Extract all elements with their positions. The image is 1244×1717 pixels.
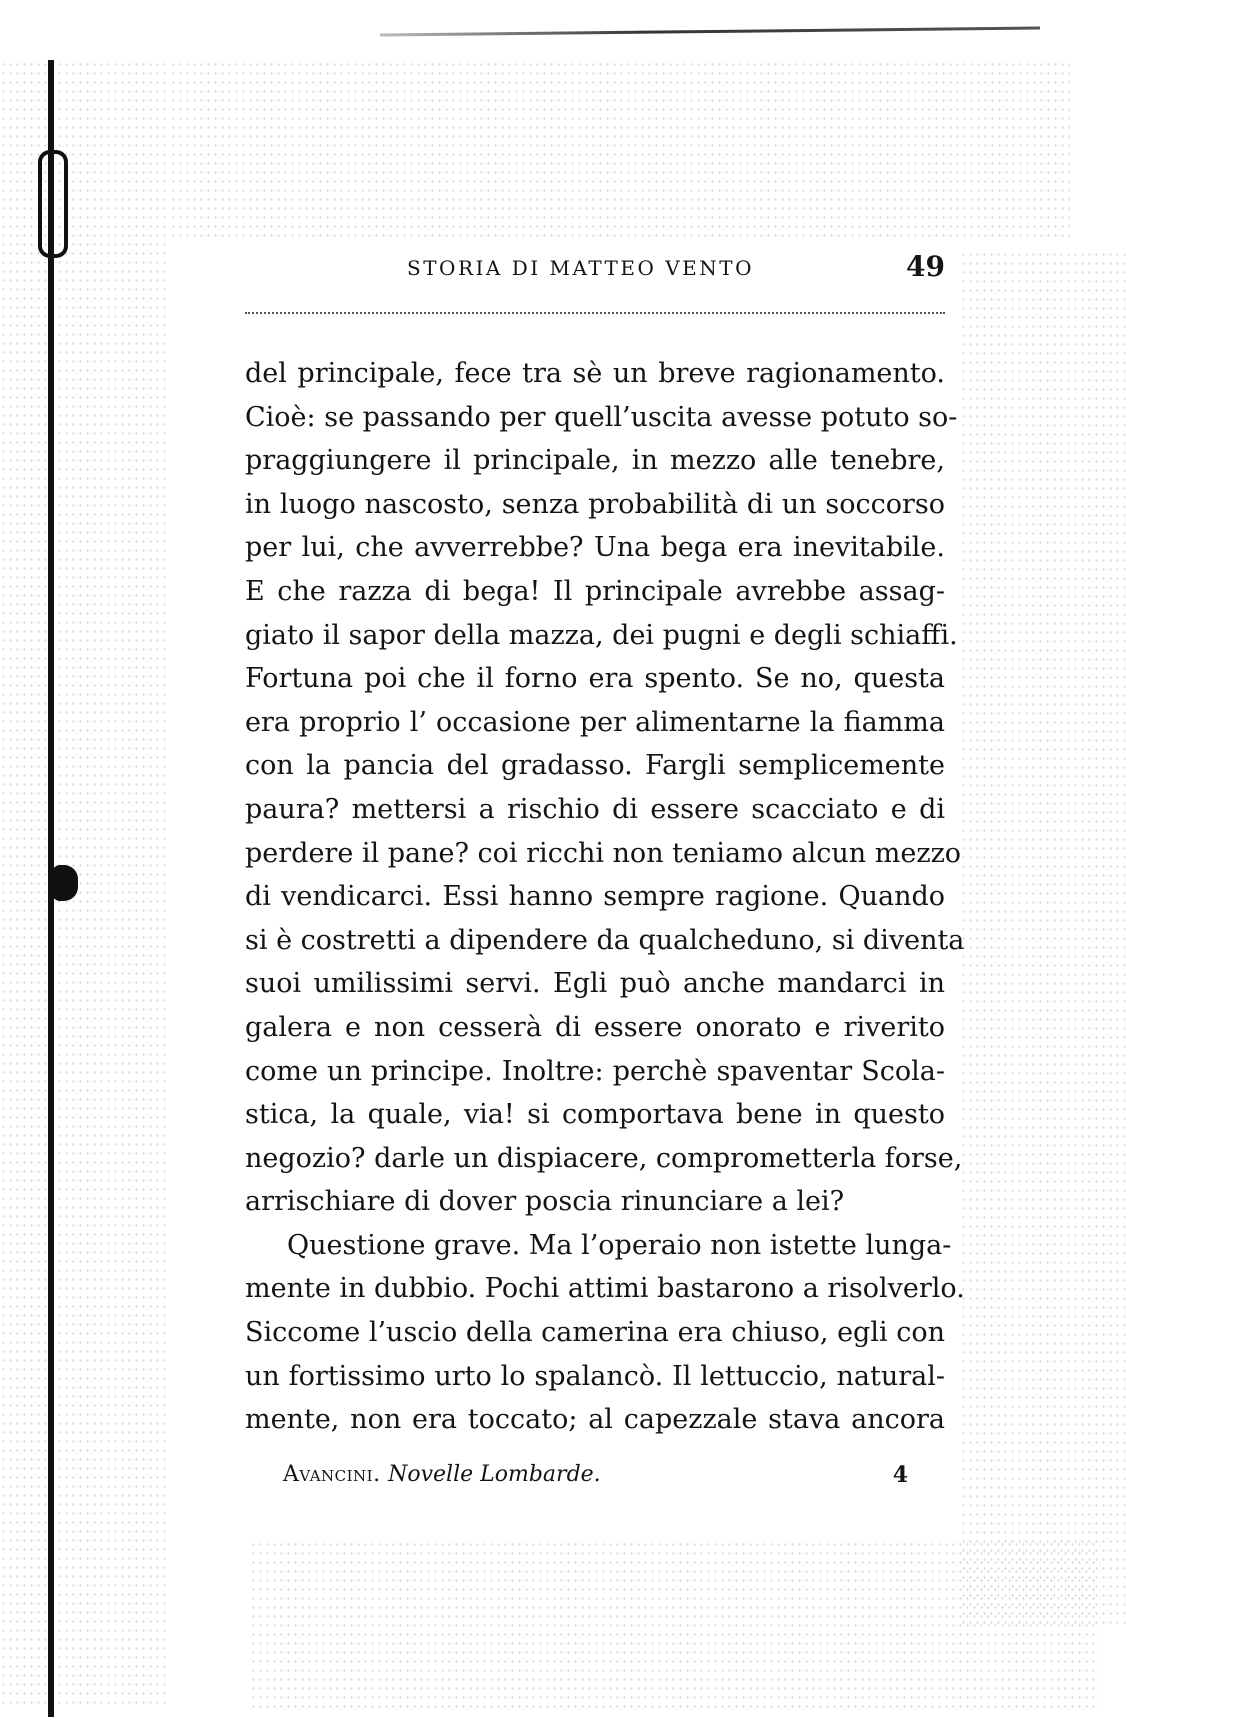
- text-line: suoi umilissimi servi. Egli può anche mandarci in: [245, 968, 945, 1000]
- binding-knot: [52, 865, 78, 901]
- header-rule: [245, 312, 945, 314]
- page-footer: [283, 1462, 908, 1494]
- text-line: per lui, che avverrebbe? Una bega era inevitabile.: [245, 532, 945, 564]
- footer-book-title: Novelle Lombarde.: [388, 1462, 601, 1487]
- text-line: di vendicarci. Essi hanno sempre ragione. Quando: [245, 881, 945, 913]
- footer-author-title: [283, 1462, 601, 1487]
- text-line: mente, non era toccato; al capezzale stava ancora: [245, 1404, 945, 1436]
- text-line: Siccome l’uscio della camerina era chiuso, egli con: [245, 1317, 945, 1349]
- scan-noise-right: [960, 250, 1130, 1630]
- text-line: era proprio l’ occasione per alimentarne la fiamma: [245, 706, 945, 738]
- scan-noise-left: [0, 60, 170, 1710]
- body-text: [245, 352, 965, 1442]
- text-line: come un principe. Inoltre: perchè spaventar Scola-: [245, 1055, 945, 1087]
- text-line: con la pancia del gradasso. Fargli semplicemente: [245, 750, 945, 782]
- text-line: galera e non cesserà di essere onorato e riverito: [245, 1011, 945, 1043]
- running-head: [245, 250, 945, 290]
- text-line: si è costretti a dipendere da qualcheduno, si diventa: [245, 924, 965, 956]
- binding-clip: [38, 150, 68, 258]
- text-line: paura? mettersi a rischio di essere scacciato e di: [245, 793, 945, 825]
- text-line: Fortuna poi che il forno era spento. Se no, questa: [245, 663, 945, 695]
- scan-noise-top: [170, 60, 1070, 240]
- scan-noise-bottom: [250, 1540, 1100, 1710]
- signature-mark: 4: [892, 1462, 908, 1488]
- paragraph-last-line: arrischiare di dover poscia rinunciare a lei?: [245, 1186, 845, 1218]
- text-line: un fortissimo urto lo spalancò. Il lettuccio, natural-: [245, 1360, 945, 1392]
- text-line: mente in dubbio. Pochi attimi bastarono a risolverlo.: [245, 1273, 965, 1305]
- text-line: del principale, fece tra sè un breve ragionamento.: [245, 358, 945, 389]
- running-title: STORIA DI MATTEO VENTO: [407, 256, 755, 280]
- text-line: praggiungere il principale, in mezzo alle tenebre,: [245, 445, 945, 477]
- text-line: negozio? darle un dispiacere, comprometterla forse,: [245, 1142, 963, 1174]
- text-line: Cioè: se passando per quell’uscita avesse potuto so-: [245, 401, 958, 433]
- text-line: giato il sapor della mazza, dei pugni e degli schiaffi.: [245, 619, 958, 651]
- text-line: perdere il pane? coi ricchi non teniamo alcun mezzo: [245, 837, 962, 869]
- page-number: 49: [906, 250, 945, 283]
- text-line: in luogo nascosto, senza probabilità di un soccorso: [245, 488, 945, 520]
- text-line: stica, la quale, via! si comportava bene in questo: [245, 1099, 945, 1131]
- text-line: E che razza di bega! Il principale avrebbe assag-: [245, 575, 945, 607]
- footer-author: Avancini.: [283, 1462, 381, 1487]
- paragraph-first-line: Questione grave. Ma l’operaio non istette lunga-: [287, 1229, 952, 1261]
- scan-edge-line: [380, 27, 1040, 37]
